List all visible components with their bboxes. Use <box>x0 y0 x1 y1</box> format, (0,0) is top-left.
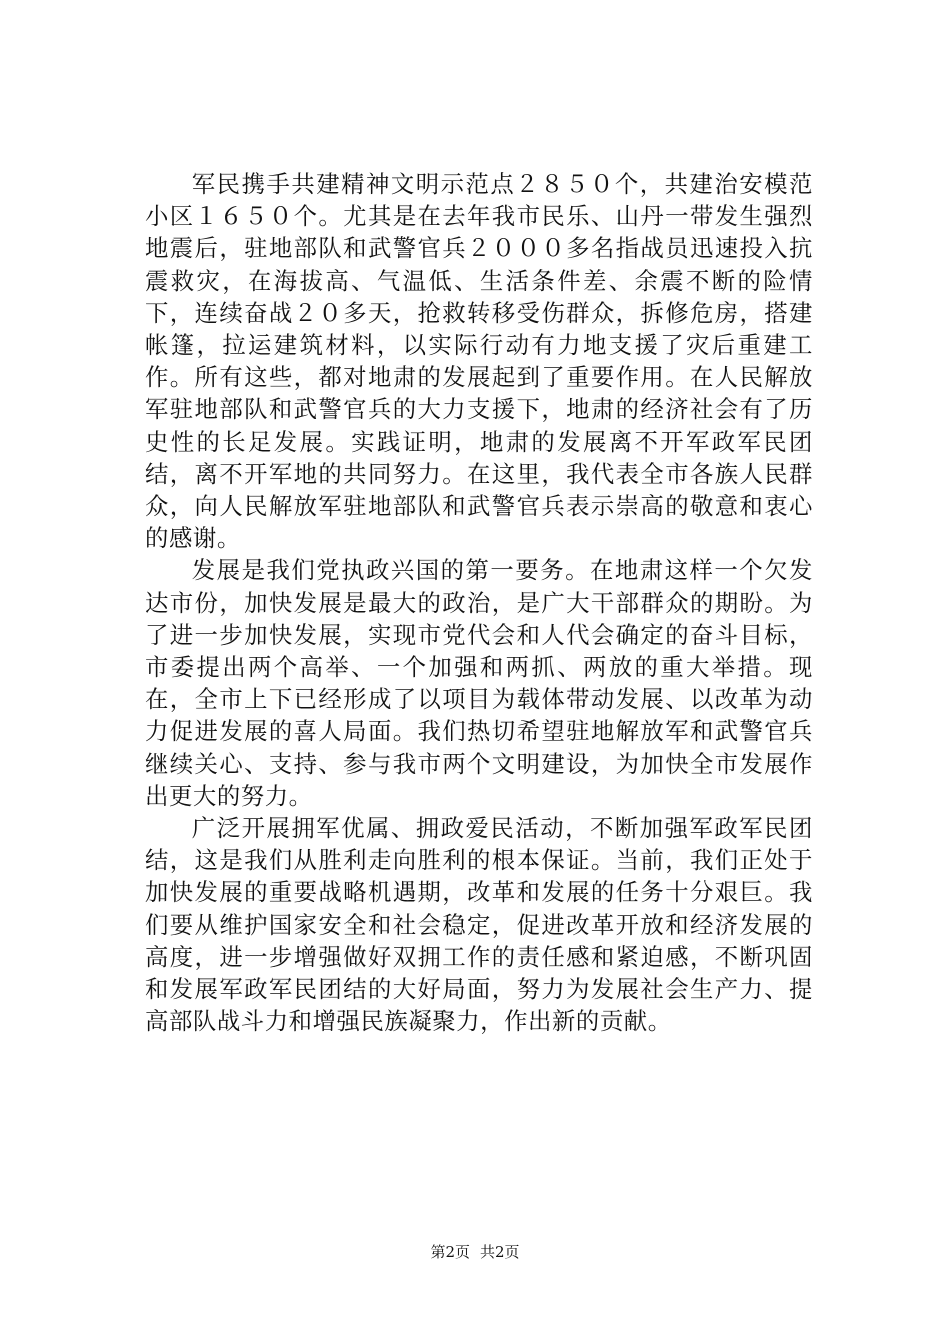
page-footer <box>0 1242 950 1262</box>
paragraph-1: 军民携手共建精神文明示范点２８５０个，共建治安模范小区１６５０个。尤其是在去年我市民乐、山丹一带发生强烈地震后，驻地部队和武警官兵２０００多名指战员迅速投入抗震救灾，在海拔高、气温低、生活条件差、余震不断的险情下，连续奋战２０多天，抢救转移受伤群众，拆修危房，搭建帐篷，拉运建筑材料，以实际行动有力地支援了灾后重建工作。所有这些，都对地肃的发展起到了重要作用。在人民解放军驻地部队和武警官兵的大力支援下，地肃的经济社会有了历史性的长足发展。实践证明，地肃的发展离不开军政军民团结，离不开军地的共同努力。在这里，我代表全市各族人民群众，向人民解放军驻地部队和武警官兵表示崇高的敬意和衷心的感谢。 <box>145 170 813 553</box>
page-total: 共2页 <box>480 1243 520 1261</box>
paragraph-3: 广泛开展拥军优属、拥政爱民活动，不断加强军政军民团结，这是我们从胜利走向胜利的根本保证。当前，我们正处于加快发展的重要战略机遇期，改革和发展的任务十分艰巨。我们要从维护国家安全和社会稳定，促进改革开放和经济发展的高度，进一步增强做好双拥工作的责任感和紧迫感，不断巩固和发展军政军民团结的大好局面，努力为发展社会生产力、提高部队战斗力和增强民族凝聚力，作出新的贡献。 <box>145 814 813 1036</box>
paragraph-2: 发展是我们党执政兴国的第一要务。在地肃这样一个欠发达市份，加快发展是最大的政治，是广大干部群众的期盼。为了进一步加快发展，实现市党代会和人代会确定的奋斗目标，市委提出两个高举、一个加强和两抓、两放的重大举措。现在，全市上下已经形成了以项目为载体带动发展、以改革为动力促进发展的喜人局面。我们热切希望驻地解放军和武警官兵继续关心、支持、参与我市两个文明建设，为加快全市发展作出更大的努力。 <box>145 556 813 810</box>
page-number: 第2页 <box>430 1243 470 1261</box>
document-body <box>145 168 813 1037</box>
